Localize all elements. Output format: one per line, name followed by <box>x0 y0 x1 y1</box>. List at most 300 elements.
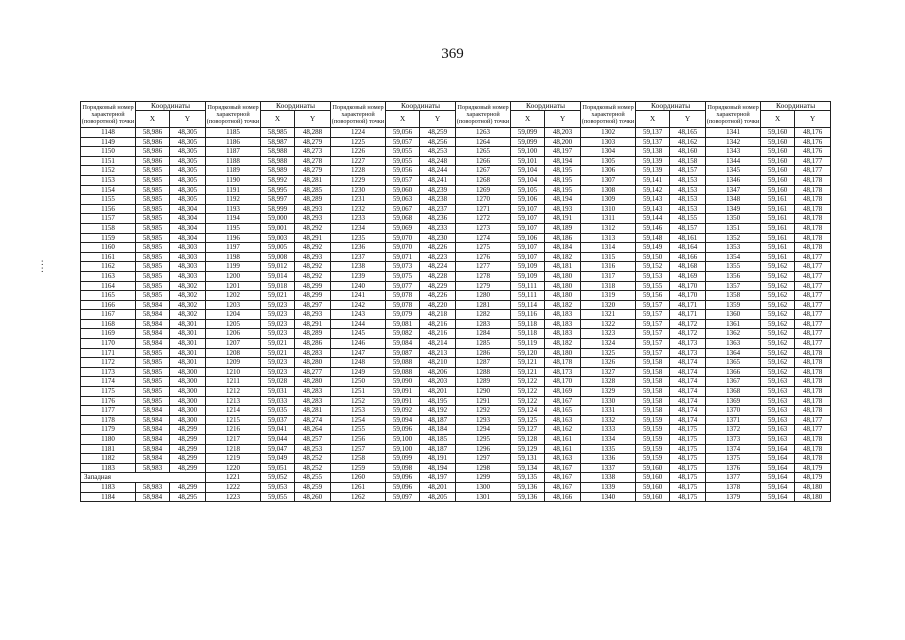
table-cell: 59,082 <box>386 329 420 339</box>
table-cell: 58,988 <box>261 147 295 157</box>
table-cell: 1156 <box>81 204 136 214</box>
table-cell: 48,180 <box>545 291 581 301</box>
table-cell: 48,300 <box>170 377 206 387</box>
table-cell: 48,173 <box>545 367 581 377</box>
table-cell: 59,057 <box>386 175 420 185</box>
table-cell: 59,163 <box>761 377 795 387</box>
table-cell: 48,300 <box>170 387 206 397</box>
table-cell: 1250 <box>331 377 386 387</box>
table-cell: 48,305 <box>170 156 206 166</box>
table-cell: 1200 <box>206 271 261 281</box>
table-cell: 1150 <box>81 147 136 157</box>
table-cell: 59,143 <box>636 204 670 214</box>
table-cell: 59,144 <box>636 214 670 224</box>
table-cell: 59,105 <box>511 185 545 195</box>
table-cell: 1198 <box>206 252 261 262</box>
table-cell: 58,984 <box>136 425 170 435</box>
table-cell: 59,107 <box>511 204 545 214</box>
table-cell: 48,183 <box>545 310 581 320</box>
table-cell: 48,300 <box>170 415 206 425</box>
table-cell: 1152 <box>81 166 136 176</box>
table-cell: 58,984 <box>136 435 170 445</box>
table-cell: 48,304 <box>170 223 206 233</box>
table-cell: 1166 <box>81 300 136 310</box>
table-row <box>81 406 831 416</box>
table-cell: 48,178 <box>795 185 831 195</box>
table-row <box>81 387 831 397</box>
table-cell: 48,177 <box>795 271 831 281</box>
table-cell: 1264 <box>456 137 511 147</box>
table-cell: 59,136 <box>511 492 545 502</box>
table-cell: 59,079 <box>386 310 420 320</box>
table-cell: 58,984 <box>136 454 170 464</box>
table-cell: 59,164 <box>761 482 795 492</box>
table-cell: 1363 <box>706 339 761 349</box>
table-cell: 1307 <box>581 175 636 185</box>
table-cell: 59,162 <box>761 348 795 358</box>
table-cell: 1345 <box>706 166 761 176</box>
table-cell: 48,285 <box>295 185 331 195</box>
table-cell: 48,178 <box>795 387 831 397</box>
table-cell: 59,162 <box>761 319 795 329</box>
table-cell: 58,986 <box>136 128 170 138</box>
table-cell: 1357 <box>706 281 761 291</box>
table-cell: 59,107 <box>511 252 545 262</box>
table-cell: 48,187 <box>420 415 456 425</box>
table-cell: 58,986 <box>136 156 170 166</box>
table-cell: 1197 <box>206 243 261 253</box>
table-cell: 1163 <box>81 271 136 281</box>
table-cell: 1153 <box>81 175 136 185</box>
table-cell: 1228 <box>331 166 386 176</box>
table-cell: 59,122 <box>511 377 545 387</box>
table-row <box>81 435 831 445</box>
table-cell: 1154 <box>81 185 136 195</box>
table-cell: 59,021 <box>261 348 295 358</box>
table-cell: 1275 <box>456 243 511 253</box>
table-cell: 1215 <box>206 415 261 425</box>
table-cell: 1172 <box>81 358 136 368</box>
table-row <box>81 214 831 224</box>
table-cell: 48,301 <box>170 339 206 349</box>
table-cell: 1224 <box>331 128 386 138</box>
table-cell: 58,985 <box>136 387 170 397</box>
table-cell: 59,131 <box>511 454 545 464</box>
table-row <box>81 339 831 349</box>
table-cell: 1157 <box>81 214 136 224</box>
table-cell: 1289 <box>456 377 511 387</box>
table-cell: 1196 <box>206 233 261 243</box>
table-cell: 1340 <box>581 492 636 502</box>
table-cell: 48,301 <box>170 319 206 329</box>
table-cell: 48,178 <box>795 454 831 464</box>
header-order-number: Порядковый номер характерной (поворотной) точки <box>581 102 636 128</box>
table-cell: 48,174 <box>670 377 706 387</box>
table-cell: 1295 <box>456 435 511 445</box>
table-cell: 48,162 <box>545 425 581 435</box>
table-cell: 1148 <box>81 128 136 138</box>
table-cell: 59,120 <box>511 348 545 358</box>
table-cell: 48,279 <box>295 137 331 147</box>
table-cell: 59,158 <box>636 377 670 387</box>
table-cell: 1311 <box>581 214 636 224</box>
table-cell: 1294 <box>456 425 511 435</box>
table-cell: 48,302 <box>170 281 206 291</box>
table-cell: 48,302 <box>170 310 206 320</box>
table-row <box>81 415 831 425</box>
table-cell: 59,149 <box>636 243 670 253</box>
table-cell: 1191 <box>206 185 261 195</box>
table-cell: 48,182 <box>545 252 581 262</box>
table-cell: 48,238 <box>420 195 456 205</box>
table-cell: 48,177 <box>795 319 831 329</box>
table-cell: 1299 <box>456 473 511 483</box>
table-row <box>81 463 831 473</box>
header-y: Y <box>295 111 331 128</box>
table-cell: 48,165 <box>545 406 581 416</box>
table-cell: 48,174 <box>670 387 706 397</box>
table-cell: 59,158 <box>636 406 670 416</box>
table-cell: 48,161 <box>545 444 581 454</box>
table-cell: 1350 <box>706 214 761 224</box>
table-cell: 1329 <box>581 387 636 397</box>
table-cell: 58,985 <box>136 281 170 291</box>
table-cell: 48,297 <box>295 300 331 310</box>
table-cell: 48,195 <box>420 396 456 406</box>
table-cell: 48,167 <box>545 396 581 406</box>
table-cell: 48,162 <box>670 137 706 147</box>
table-cell: 48,175 <box>670 463 706 473</box>
table-cell: 48,182 <box>545 339 581 349</box>
table-cell: 58,984 <box>136 406 170 416</box>
table-cell: 48,174 <box>670 396 706 406</box>
table-row <box>81 425 831 435</box>
table-cell: 1314 <box>581 243 636 253</box>
table-cell: 58,985 <box>136 175 170 185</box>
table-cell: 48,305 <box>170 128 206 138</box>
table-cell: 48,229 <box>420 281 456 291</box>
table-cell: 1316 <box>581 262 636 272</box>
table-cell: 48,169 <box>545 387 581 397</box>
table-cell: 48,216 <box>420 319 456 329</box>
header-coordinates: Координаты <box>761 102 831 111</box>
table-cell: 48,197 <box>420 473 456 483</box>
table-cell: 59,162 <box>761 271 795 281</box>
table-cell: 59,104 <box>511 175 545 185</box>
table-cell: 48,257 <box>295 435 331 445</box>
table-cell: 48,248 <box>420 156 456 166</box>
table-cell: 48,178 <box>795 396 831 406</box>
table-cell: 48,218 <box>420 310 456 320</box>
table-cell: 59,160 <box>761 166 795 176</box>
table-cell: 59,163 <box>761 406 795 416</box>
table-cell: 48,253 <box>420 147 456 157</box>
table-cell: 59,164 <box>761 492 795 502</box>
table-cell: 58,985 <box>261 128 295 138</box>
table-cell: 48,178 <box>795 175 831 185</box>
table-cell: 48,177 <box>795 166 831 176</box>
table-cell: 48,178 <box>795 214 831 224</box>
table-cell: 48,303 <box>170 262 206 272</box>
table-cell: 58,995 <box>261 185 295 195</box>
table-cell: 1175 <box>81 387 136 397</box>
table-cell: 1279 <box>456 281 511 291</box>
table-cell: 1278 <box>456 271 511 281</box>
header-coordinates: Координаты <box>261 102 331 111</box>
table-cell: 48,177 <box>795 329 831 339</box>
table-cell: 1160 <box>81 243 136 253</box>
table-cell: 1184 <box>81 492 136 502</box>
table-cell: 48,174 <box>670 415 706 425</box>
table-cell: 48,166 <box>670 252 706 262</box>
header-x: X <box>261 111 295 128</box>
table-cell: 59,128 <box>511 435 545 445</box>
table-cell: 59,060 <box>386 185 420 195</box>
table-cell: 1369 <box>706 396 761 406</box>
table-cell: 1226 <box>331 147 386 157</box>
table-cell: 1169 <box>81 329 136 339</box>
table-cell: 1365 <box>706 358 761 368</box>
table-cell: 48,293 <box>295 310 331 320</box>
table-cell: 59,162 <box>761 291 795 301</box>
table-cell: 59,161 <box>761 243 795 253</box>
header-order-number: Порядковый номер характерной (поворотной) точки <box>331 102 386 128</box>
table-cell: 1327 <box>581 367 636 377</box>
table-cell: 1320 <box>581 300 636 310</box>
table-cell: 1269 <box>456 185 511 195</box>
table-cell: 58,986 <box>136 147 170 157</box>
table-cell: 1217 <box>206 435 261 445</box>
table-cell: 59,161 <box>761 214 795 224</box>
table-cell: 48,168 <box>670 262 706 272</box>
table-cell: 1213 <box>206 396 261 406</box>
table-cell: 58,985 <box>136 252 170 262</box>
table-cell: 1303 <box>581 137 636 147</box>
table-cell: 59,161 <box>761 195 795 205</box>
table-cell: 48,299 <box>170 444 206 454</box>
table-cell: 48,165 <box>670 128 706 138</box>
table-cell: 48,181 <box>545 262 581 272</box>
table-cell: 59,162 <box>761 329 795 339</box>
table-cell: 1291 <box>456 396 511 406</box>
table-cell: 59,091 <box>386 387 420 397</box>
table-cell: 48,239 <box>420 185 456 195</box>
table-cell: 59,023 <box>261 300 295 310</box>
table-cell: 59,023 <box>261 367 295 377</box>
table-row <box>81 233 831 243</box>
table-cell: 1266 <box>456 156 511 166</box>
table-cell: 1335 <box>581 444 636 454</box>
table-cell: 59,097 <box>386 492 420 502</box>
table-cell: 59,106 <box>511 195 545 205</box>
table-row <box>81 348 831 358</box>
table-cell: 48,161 <box>670 233 706 243</box>
table-cell: 1155 <box>81 195 136 205</box>
table-cell: 58,985 <box>136 358 170 368</box>
table-cell: 1308 <box>581 185 636 195</box>
table-cell: 1286 <box>456 348 511 358</box>
table-cell: 1183 <box>81 463 136 473</box>
table-cell: 59,134 <box>511 463 545 473</box>
table-cell: 1177 <box>81 406 136 416</box>
table-cell: 48,184 <box>420 425 456 435</box>
table-cell: 59,067 <box>386 204 420 214</box>
table-cell: 48,305 <box>170 175 206 185</box>
table-cell: 48,203 <box>545 128 581 138</box>
table-cell: 1244 <box>331 319 386 329</box>
table-cell: 1265 <box>456 147 511 157</box>
table-cell: 58,984 <box>136 329 170 339</box>
table-cell: 1230 <box>331 185 386 195</box>
table-cell: 48,174 <box>670 358 706 368</box>
table-cell: 1208 <box>206 348 261 358</box>
table-cell: 1234 <box>331 223 386 233</box>
table-cell: 48,233 <box>420 223 456 233</box>
table-cell: 1341 <box>706 128 761 138</box>
table-cell: 1318 <box>581 281 636 291</box>
table-cell: 48,226 <box>420 243 456 253</box>
table-cell: 59,055 <box>386 147 420 157</box>
table-cell: 1283 <box>456 319 511 329</box>
table-cell: 1361 <box>706 319 761 329</box>
table-cell: 58,989 <box>261 166 295 176</box>
table-cell: 58,985 <box>136 195 170 205</box>
table-cell: 1229 <box>331 175 386 185</box>
table-row <box>81 473 831 483</box>
table-cell: 48,177 <box>795 339 831 349</box>
table-cell: 59,121 <box>511 358 545 368</box>
table-cell: 59,109 <box>511 271 545 281</box>
table-cell: 1238 <box>331 262 386 272</box>
table-cell: 59,069 <box>386 223 420 233</box>
table-cell: 1312 <box>581 223 636 233</box>
table-cell: 1170 <box>81 339 136 349</box>
table-cell: 1319 <box>581 291 636 301</box>
table-cell: 59,157 <box>636 329 670 339</box>
table-cell: 59,087 <box>386 348 420 358</box>
table-cell: 48,175 <box>670 473 706 483</box>
table-cell: 48,178 <box>545 358 581 368</box>
table-cell: 48,216 <box>420 329 456 339</box>
table-cell: 48,174 <box>670 367 706 377</box>
table-cell: 1342 <box>706 137 761 147</box>
table-cell: 1206 <box>206 329 261 339</box>
table-cell: 59,122 <box>511 387 545 397</box>
table-cell: 59,098 <box>386 463 420 473</box>
table-cell: 1268 <box>456 175 511 185</box>
table-cell: 48,281 <box>295 175 331 185</box>
table-row <box>81 454 831 464</box>
table-cell: 1240 <box>331 281 386 291</box>
table-cell: 59,163 <box>761 425 795 435</box>
table-cell: 59,158 <box>636 358 670 368</box>
header-coordinates: Координаты <box>511 102 581 111</box>
table-cell: 1313 <box>581 233 636 243</box>
header-order-number: Порядковый номер характерной (поворотной) точки <box>456 102 511 128</box>
table-cell: 48,176 <box>795 147 831 157</box>
table-cell: 48,305 <box>170 195 206 205</box>
table-cell: 59,139 <box>636 156 670 166</box>
table-cell: 48,178 <box>795 243 831 253</box>
table-cell: 48,273 <box>295 147 331 157</box>
table-cell: 1249 <box>331 367 386 377</box>
table-cell: 48,192 <box>420 406 456 416</box>
table-cell: 59,000 <box>261 214 295 224</box>
table-cell: 1355 <box>706 262 761 272</box>
table-cell: 59,163 <box>761 387 795 397</box>
table-cell: 48,178 <box>795 195 831 205</box>
table-cell: 48,302 <box>170 300 206 310</box>
table-cell: 58,984 <box>136 339 170 349</box>
table-cell: 48,278 <box>295 156 331 166</box>
table-cell: 1178 <box>81 415 136 425</box>
table-cell: 59,021 <box>261 291 295 301</box>
table-cell: 48,172 <box>670 329 706 339</box>
table-cell: 1300 <box>456 482 511 492</box>
table-cell: 1204 <box>206 310 261 320</box>
table-cell: 59,163 <box>761 396 795 406</box>
table-cell: 58,985 <box>136 396 170 406</box>
table-cell: 59,094 <box>386 415 420 425</box>
table-cell: 48,185 <box>420 435 456 445</box>
header-x: X <box>761 111 795 128</box>
table-cell: 1302 <box>581 128 636 138</box>
table-cell: 58,985 <box>136 185 170 195</box>
table-cell: 58,985 <box>136 166 170 176</box>
table-cell: 48,194 <box>420 463 456 473</box>
table-cell: 59,091 <box>386 396 420 406</box>
table-cell: 48,178 <box>795 358 831 368</box>
table-cell: 59,157 <box>636 300 670 310</box>
table-cell: 59,021 <box>261 339 295 349</box>
table-cell: 48,305 <box>170 137 206 147</box>
table-cell: 48,195 <box>545 175 581 185</box>
table-cell: 48,200 <box>545 137 581 147</box>
table-cell: 58,985 <box>136 223 170 233</box>
table-cell: 59,161 <box>761 223 795 233</box>
table-cell: 48,301 <box>170 358 206 368</box>
table-cell: 59,124 <box>511 406 545 416</box>
table-cell: 48,167 <box>545 482 581 492</box>
section-note: Западная <box>81 473 206 483</box>
table-cell: 1373 <box>706 435 761 445</box>
table-cell: 59,014 <box>261 271 295 281</box>
header-coordinates: Координаты <box>386 102 456 111</box>
table-cell: 59,078 <box>386 291 420 301</box>
table-cell: 1263 <box>456 128 511 138</box>
table-cell: 48,304 <box>170 214 206 224</box>
table-cell: 48,283 <box>295 387 331 397</box>
table-cell: 48,241 <box>420 175 456 185</box>
table-cell: 1354 <box>706 252 761 262</box>
table-cell: 59,162 <box>761 310 795 320</box>
table-cell: 1344 <box>706 156 761 166</box>
table-cell: 1168 <box>81 319 136 329</box>
table-cell: 48,274 <box>295 415 331 425</box>
table-cell: 48,230 <box>420 233 456 243</box>
table-cell: 1239 <box>331 271 386 281</box>
table-cell: 48,183 <box>545 319 581 329</box>
table-cell: 48,304 <box>170 233 206 243</box>
table-cell: 1261 <box>331 482 386 492</box>
table-cell: 48,295 <box>170 492 206 502</box>
table-cell: 1378 <box>706 482 761 492</box>
table-cell: 48,153 <box>670 185 706 195</box>
table-cell: 48,280 <box>295 358 331 368</box>
table-cell: 48,160 <box>670 147 706 157</box>
header-y: Y <box>545 111 581 128</box>
table-cell: 59,161 <box>761 204 795 214</box>
